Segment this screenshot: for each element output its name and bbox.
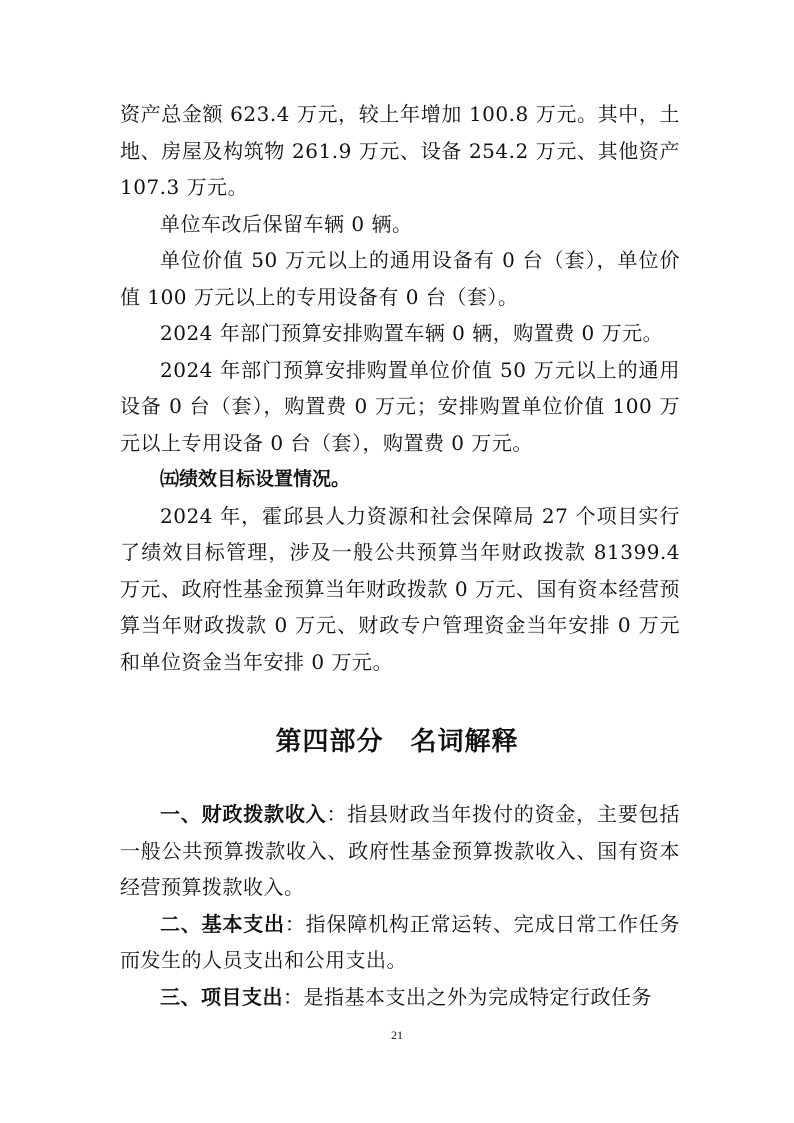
section-title: 第四部分 名词解释	[275, 727, 519, 757]
body-text-definitions	[120, 796, 680, 1015]
paragraph-equipment-purchase: 2024 年部门预算安排购置单位价值 50 万元以上的通用设备 0 台（套），购置费 0 万元；安排购置单位价值 100 万元以上专用设备 0 台（套），购置费 0 万元。	[120, 357, 680, 455]
paragraph-equipment-held: 单位价值 50 万元以上的通用设备有 0 台（套），单位价值 100 万元以上的专用设备有 0 台（套）。	[120, 248, 680, 309]
page-number: 21	[391, 1028, 403, 1042]
definition-term: 二、基本支出	[160, 911, 285, 936]
definition-term: 三、项目支出	[160, 984, 283, 1009]
definition-text: ：指保障机构正常运转、完成日常工作任务而发生的人员支出和公用支出。	[120, 911, 680, 972]
subheading-performance-goals: ㈤绩效目标设置情况。	[160, 468, 351, 490]
paragraph-vehicles-retained: 单位车改后保留车辆 0 辆。	[160, 211, 413, 236]
definition-text: ：指县财政当年拨付的资金，主要包括一般公共预算拨款收入、政府性基金预算拨款收入、国有资本经营预算拨款收入。	[120, 802, 680, 899]
definition-item	[120, 906, 680, 979]
definition-text: ：是指基本支出之外为完成特定行政任务	[283, 984, 652, 1009]
paragraph-vehicle-purchase: 2024 年部门预算安排购置车辆 0 辆，购置费 0 万元。	[160, 321, 664, 345]
paragraph-assets-total: 资产总金额 623.4 万元，较上年增加 100.8 万元。其中，土地、房屋及构筑物 261.9 万元、设备 254.2 万元、其他资产 107.3 万元。	[120, 102, 680, 199]
body-text-upper	[120, 96, 680, 680]
paragraph-performance-management: 2024 年，霍邱县人力资源和社会保障局 27 个项目实行了绩效目标管理，涉及一般公共预算当年财政拨款 81399.4 万元、政府性基金预算当年财政拨款 0 万元、国有资本经营预算当年财政拨款 0 万元、财政专户管理资金当年安排 0 万元和单位资金当年安排 0 万元。	[120, 503, 680, 674]
definition-item	[120, 796, 680, 906]
definition-term: 一、财政拨款收入	[160, 802, 327, 826]
definition-item	[120, 979, 680, 1016]
